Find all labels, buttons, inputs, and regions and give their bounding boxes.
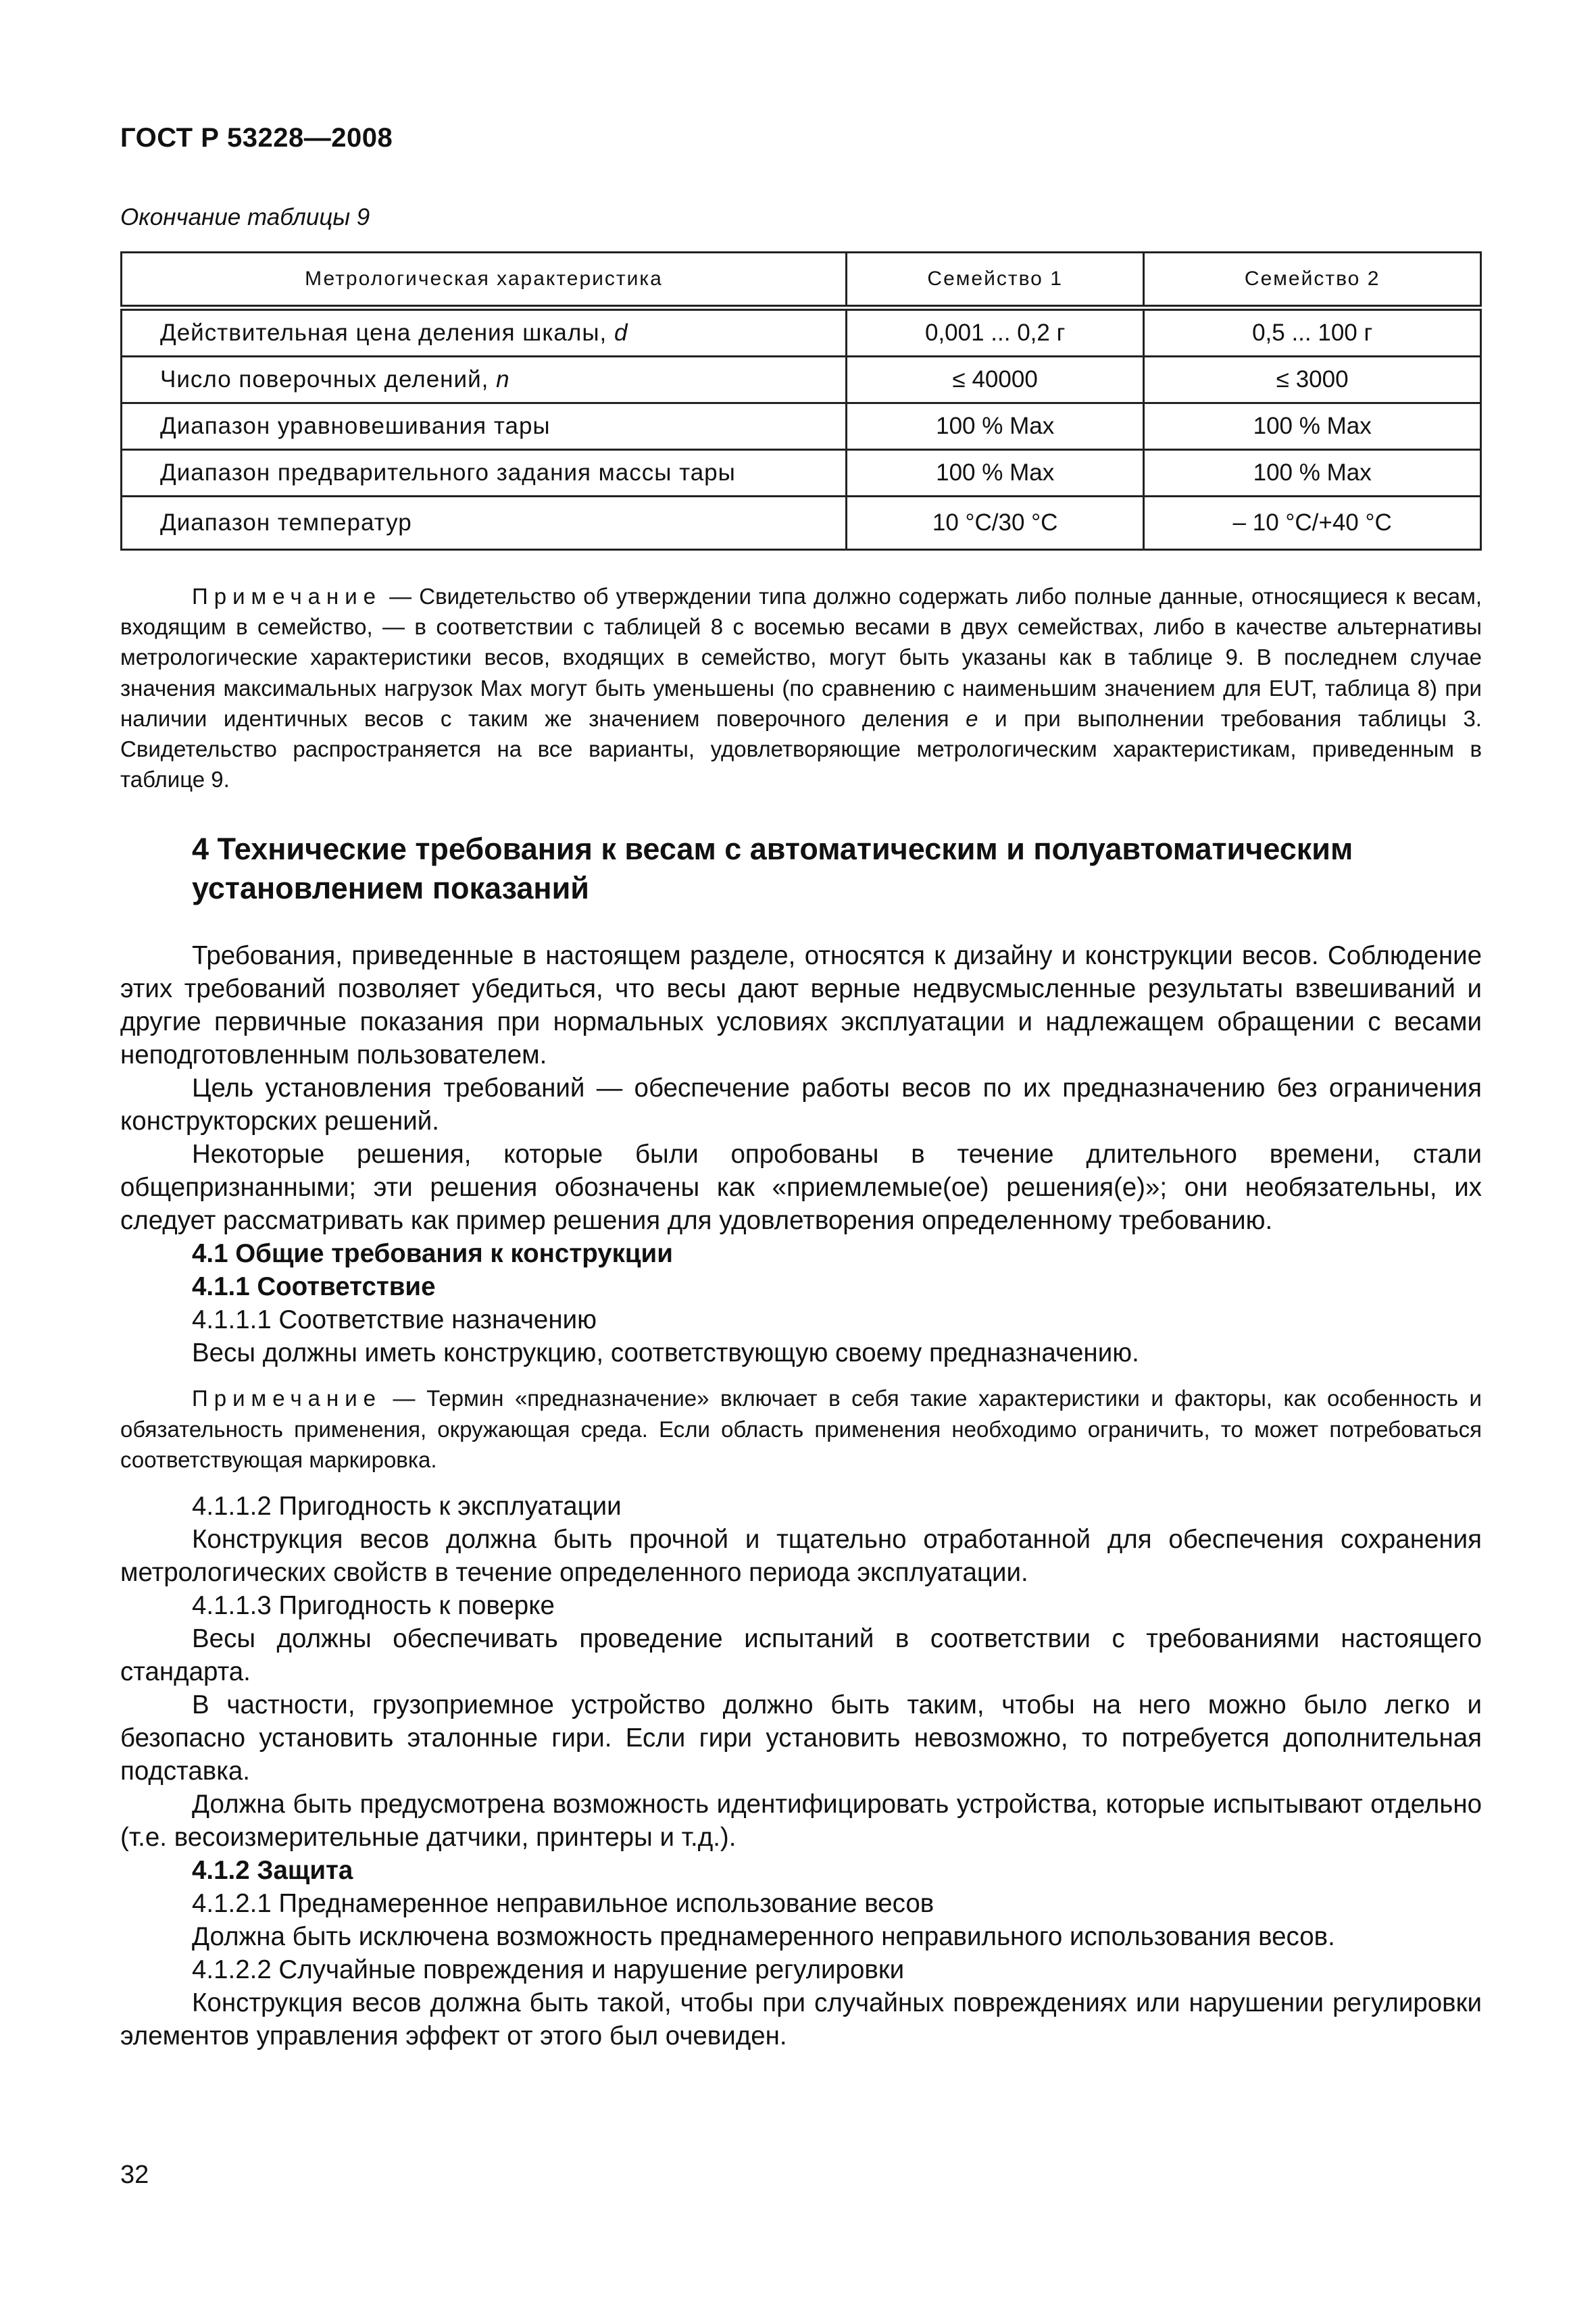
row-family-1: 100 % Max — [847, 450, 1144, 497]
paragraph: Требования, приведенные в настоящем разделе, относятся к дизайну и конструкции весов. Соблюдение этих требований позволяет убедиться, что весы дают верные недвусмысленные результаты взвешиваний и другие первичные показания при нормальных условиях эксплуатации и надлежащем обращении с весами неподготовленным пользователем. — [120, 941, 1482, 1070]
note-label: Примечание — [192, 584, 382, 609]
header-family-2: Семейство 2 — [1144, 253, 1481, 308]
table-header-row — [122, 253, 1481, 308]
row-family-2: 0,5 ... 100 г — [1144, 308, 1481, 357]
heading-4-1-2-2: 4.1.2.2 Случайные повреждения и нарушение регулировки — [192, 1955, 905, 1985]
heading-4-1-2: 4.1.2 Защита — [192, 1856, 353, 1886]
document-header: ГОСТ Р 53228—2008 — [120, 123, 393, 153]
row-family-2: ≤ 3000 — [1144, 357, 1481, 403]
paragraph: Весы должны иметь конструкцию, соответствующую своему предназначению. — [192, 1338, 1139, 1368]
heading-4-1-1: 4.1.1 Соответствие — [192, 1272, 436, 1302]
heading-4-1-1-3: 4.1.1.3 Пригодность к поверке — [192, 1591, 555, 1621]
section-4-title: 4 Технические требования к весам с автоматическим и полуавтоматическим установлением показаний — [192, 832, 1353, 906]
row-family-2: 100 % Max — [1144, 403, 1481, 450]
row-characteristic: Число поверочных делений, n — [122, 357, 847, 403]
note-table-9: Примечание — Свидетельство об утверждении типа должно содержать либо полные данные, относящиеся к весам, входящим в семейство, — в соответствии с таблицей 8 с восемью весами в двух семействах, либо в качестве альтернативы метрологические характеристики весов, входящих в семейство, могут быть указаны как в таблице 9. В последнем случае значения максимальных нагрузок Max могут быть уменьшены (по сравнению с наименьшим значением для EUT, таблица 8) при наличии идентичных весов с таким же значением поверочного деления e и при выполнении требования таблицы 3. Свидетельство распространяется на все варианты, удовлетворяющие метрологическим характеристикам, приведенным в таблице 9. — [120, 584, 1482, 793]
paragraph: Некоторые решения, которые были опробованы в течение длительного времени, стали общепризнанными; эти решения обозначены как «приемлемые(ое) решения(е)»; они необязательны, их следует рассматривать как пример решения для удовлетворения определенному требованию. — [120, 1140, 1482, 1236]
paragraph: Должна быть исключена возможность преднамеренного неправильного использования весов. — [192, 1922, 1335, 1952]
row-characteristic: Диапазон температур — [122, 497, 847, 550]
header-family-1: Семейство 1 — [847, 253, 1144, 308]
table-row — [122, 308, 1481, 357]
row-family-1: 0,001 ... 0,2 г — [847, 308, 1144, 357]
paragraph: Конструкция весов должна быть такой, чтобы при случайных повреждениях или нарушении регулировки элементов управления эффект от этого был очевиден. — [120, 1988, 1482, 2051]
heading-4-1-2-1: 4.1.2.1 Преднамеренное неправильное использование весов — [192, 1889, 934, 1919]
row-family-2: 100 % Max — [1144, 450, 1481, 497]
paragraph: Конструкция весов должна быть прочной и тщательно отработанной для обеспечения сохранения метрологических свойств в течение определенного периода эксплуатации. — [120, 1525, 1482, 1588]
paragraph: Цель установления требований — обеспечение работы весов по их предназначению без ограничения конструкторских решений. — [120, 1074, 1482, 1136]
table-row — [122, 497, 1481, 550]
metrology-table — [120, 251, 1482, 551]
table-row — [122, 403, 1481, 450]
heading-4-1-1-1: 4.1.1.1 Соответствие назначению — [192, 1305, 597, 1335]
note-label: Примечание — [192, 1386, 382, 1411]
row-family-1: ≤ 40000 — [847, 357, 1144, 403]
row-characteristic: Действительная цена деления шкалы, d — [122, 308, 847, 357]
row-characteristic: Диапазон уравновешивания тары — [122, 403, 847, 450]
text-flow — [120, 581, 1482, 2053]
page-number: 32 — [120, 2161, 149, 2189]
section-4-body-cont — [120, 1490, 1482, 2053]
table-row — [122, 450, 1481, 497]
note-purpose: Примечание — Термин «предназначение» включает в себя такие характеристики и факторы, как особенность и обязательность применения, окружающая среда. Если область применения необходимо ограничить, то может потребоваться соответствующая маркировка. — [120, 1386, 1482, 1472]
heading-4-1: 4.1 Общие требования к конструкции — [192, 1239, 673, 1269]
row-family-2: – 10 °C/+40 °C — [1144, 497, 1481, 550]
row-characteristic: Диапазон предварительного задания массы тары — [122, 450, 847, 497]
section-4-body — [120, 939, 1482, 1369]
row-family-1: 10 °C/30 °C — [847, 497, 1144, 550]
heading-4-1-1-2: 4.1.1.2 Пригодность к эксплуатации — [192, 1492, 622, 1521]
header-characteristic: Метрологическая характеристика — [122, 253, 847, 308]
paragraph: В частности, грузоприемное устройство должно быть таким, чтобы на него можно было легко и безопасно установить эталонные гири. Если гири установить невозможно, то потребуется дополнительная подставка. — [120, 1690, 1482, 1786]
row-family-1: 100 % Max — [847, 403, 1144, 450]
table-row — [122, 357, 1481, 403]
table-caption: Окончание таблицы 9 — [120, 204, 370, 230]
paragraph: Должна быть предусмотрена возможность идентифицировать устройства, которые испытывают отдельно (т.е. весоизмерительные датчики, принтеры и т.д.). — [120, 1790, 1482, 1853]
paragraph: Весы должны обеспечивать проведение испытаний в соответствии с требованиями настоящего стандарта. — [120, 1624, 1482, 1687]
